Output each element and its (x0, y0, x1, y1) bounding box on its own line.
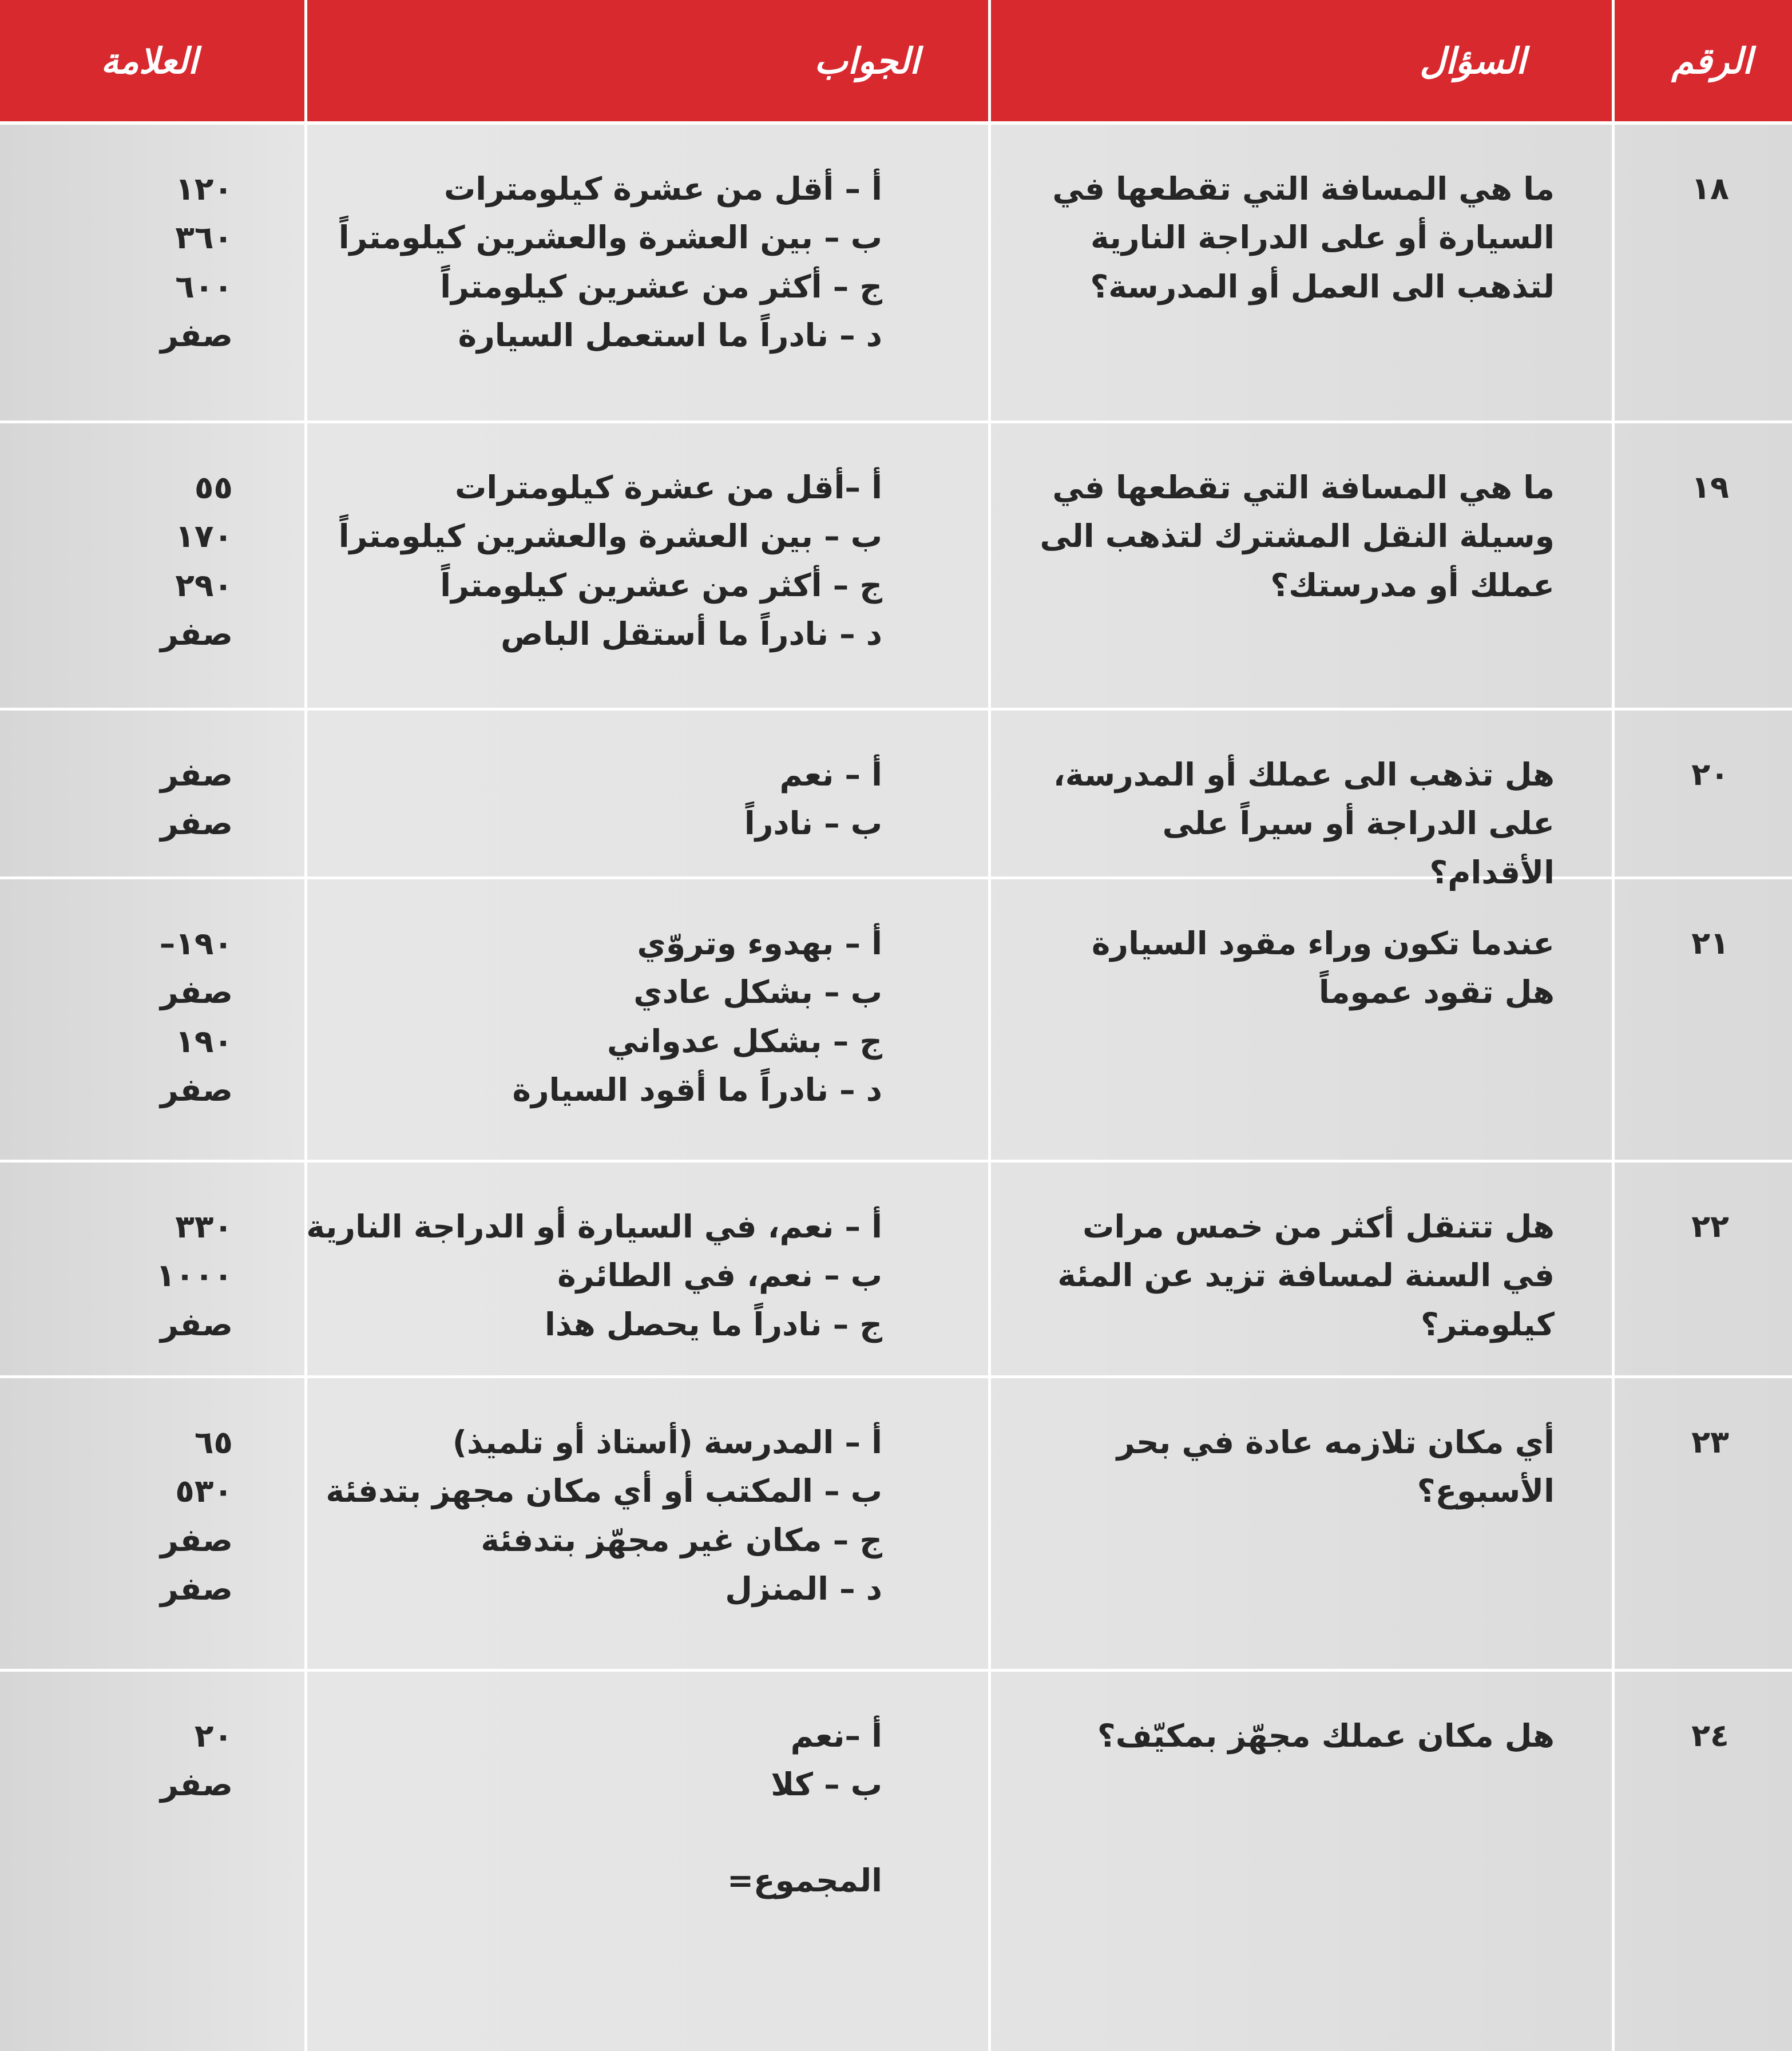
answer-option: ج – مكان غير مجهّز بتدفئة (481, 1521, 882, 1558)
answer-options (307, 879, 991, 1160)
answer-option: ج – نادراً ما يحصل هذا (545, 1306, 882, 1343)
score-values (0, 1163, 307, 1375)
answer-option: د – نادراً ما أقود السيارة (512, 1071, 882, 1108)
question-text-line: أي مكان تلازمه عادة في بحر الأسبوع؟ (1116, 1424, 1555, 1510)
answer-options (307, 711, 991, 876)
answer-option: ج – أكثر من عشرين كيلومتراً (440, 268, 882, 305)
score-values (0, 423, 307, 708)
answer-option: أ – نعم (779, 756, 882, 793)
question-number: ٢٣ (1691, 1424, 1729, 1460)
question-text (991, 711, 1615, 891)
question-text-line: ما هي المسافة التي تقطعها في وسيلة النقل المشترك لتذهب الى عملك أو مدرستك؟ (1040, 469, 1555, 604)
question-text (991, 879, 1615, 1160)
score-value: صفر (160, 615, 233, 652)
question-number: ٢٢ (1691, 1208, 1729, 1244)
answer-option: ب – بين العشرة والعشرين كيلومتراً (338, 518, 882, 555)
score-value: ٦٥ (194, 1424, 233, 1461)
question-number: ٢٤ (1691, 1717, 1729, 1754)
header-number: الرقم (1671, 39, 1753, 82)
score-value: صفر (160, 1071, 233, 1108)
answer-option: ب – بشكل عادي (633, 974, 882, 1011)
score-value: ٥٣٠ (175, 1473, 233, 1510)
header-answer: الجواب (307, 0, 991, 121)
score-value: ٣٣٠ (175, 1208, 233, 1245)
score-values (0, 1672, 307, 2051)
answer-option: ج – بشكل عدواني (607, 1022, 882, 1060)
score-value: صفر (160, 974, 233, 1011)
answer-option: ب – كلا (771, 1766, 882, 1803)
score-values (0, 879, 307, 1160)
score-value: ٣٦٠ (175, 219, 233, 256)
question-number: ٢٠ (1691, 756, 1729, 792)
table-row (0, 125, 1792, 423)
question-number: ١٨ (1691, 170, 1729, 207)
score-values (0, 711, 307, 876)
score-value: صفر (160, 316, 233, 354)
answer-option: أ – أقل من عشرة كيلومترات (443, 170, 882, 207)
table-header (0, 0, 1792, 125)
question-text (991, 125, 1615, 420)
question-text-line: هل تذهب الى عملك أو المدرسة، على الدراجة أو سيراً على الأقدام؟ (1053, 756, 1555, 891)
question-text-line: ما هي المسافة التي تقطعها في السيارة أو على الدراجة النارية لتذهب الى العمل أو المدرسة؟ (1052, 170, 1555, 305)
answer-option: ج – أكثر من عشرين كيلومتراً (440, 566, 882, 604)
question-text (991, 1163, 1615, 1375)
header-question: السؤال (991, 0, 1615, 121)
score-value: صفر (160, 1306, 233, 1343)
answer-option: أ –نعم (790, 1717, 882, 1754)
score-value: ١٠٠٠ (156, 1257, 233, 1294)
question-text-line: هل مكان عملك مجهّز بمكيّف؟ (1097, 1717, 1555, 1754)
answer-options (307, 1163, 991, 1375)
question-text (991, 423, 1615, 708)
answer-options (307, 423, 991, 708)
answer-option: أ – بهدوء وتروّي (637, 925, 882, 962)
table-row (0, 1378, 1792, 1672)
answer-options (307, 1672, 991, 2051)
table-row (0, 423, 1792, 711)
table-row (0, 711, 1792, 891)
score-value: صفر (160, 1570, 233, 1607)
answer-option: د – نادراً ما استعمل السيارة (458, 316, 882, 354)
table-row (0, 1163, 1792, 1378)
table-row (0, 1672, 1792, 2051)
score-value: ٢٩٠ (175, 566, 233, 604)
score-value: صفر (160, 1766, 233, 1803)
header-score: العلامة (0, 0, 307, 121)
score-values (0, 125, 307, 420)
question-number: ٢١ (1691, 925, 1729, 961)
answer-option: أ – نعم، في السيارة أو الدراجة النارية (306, 1208, 882, 1245)
score-value: ١٧٠ (175, 518, 233, 555)
question-text-line: هل تتنقل أكثر من خمس مرات في السنة لمسافة تزيد عن المئة كيلومتر؟ (1057, 1208, 1555, 1343)
answer-options (307, 125, 991, 420)
question-text (991, 1378, 1615, 1669)
question-text (991, 1672, 1615, 2051)
score-value: ٢٠ (194, 1717, 233, 1754)
answer-options (307, 1378, 991, 1669)
answer-option: أ – المدرسة (أستاذ أو تلميذ) (452, 1424, 882, 1461)
total-label: المجموع= (727, 1862, 882, 1899)
answer-option: ب – نادراً (744, 805, 882, 842)
answer-option: ب – المكتب أو أي مكان مجهز بتدفئة (326, 1473, 882, 1510)
score-value: صفر (160, 756, 233, 793)
table-row (0, 879, 1792, 1163)
answer-option: ب – بين العشرة والعشرين كيلومتراً (338, 219, 882, 256)
score-value: صفر (160, 1521, 233, 1558)
answer-option: ب – نعم، في الطائرة (557, 1257, 882, 1294)
answer-option: د – المنزل (725, 1570, 882, 1607)
score-value: ٦٠٠ (175, 268, 233, 305)
score-value: ١٢٠ (175, 170, 233, 207)
score-value: صفر (160, 805, 233, 842)
score-values (0, 1378, 307, 1669)
answer-option: د – نادراً ما أستقل الباص (501, 615, 882, 652)
score-value: ٥٥ (194, 469, 233, 506)
answer-option: أ –أقل من عشرة كيلومترات (455, 469, 882, 506)
question-number: ١٩ (1691, 469, 1729, 505)
score-value: ١٩٠ (175, 1022, 233, 1060)
question-text-line: عندما تكون وراء مقود السيارة هل تقود عموماً (1091, 925, 1555, 1011)
score-value: ١٩٠– (159, 925, 233, 962)
